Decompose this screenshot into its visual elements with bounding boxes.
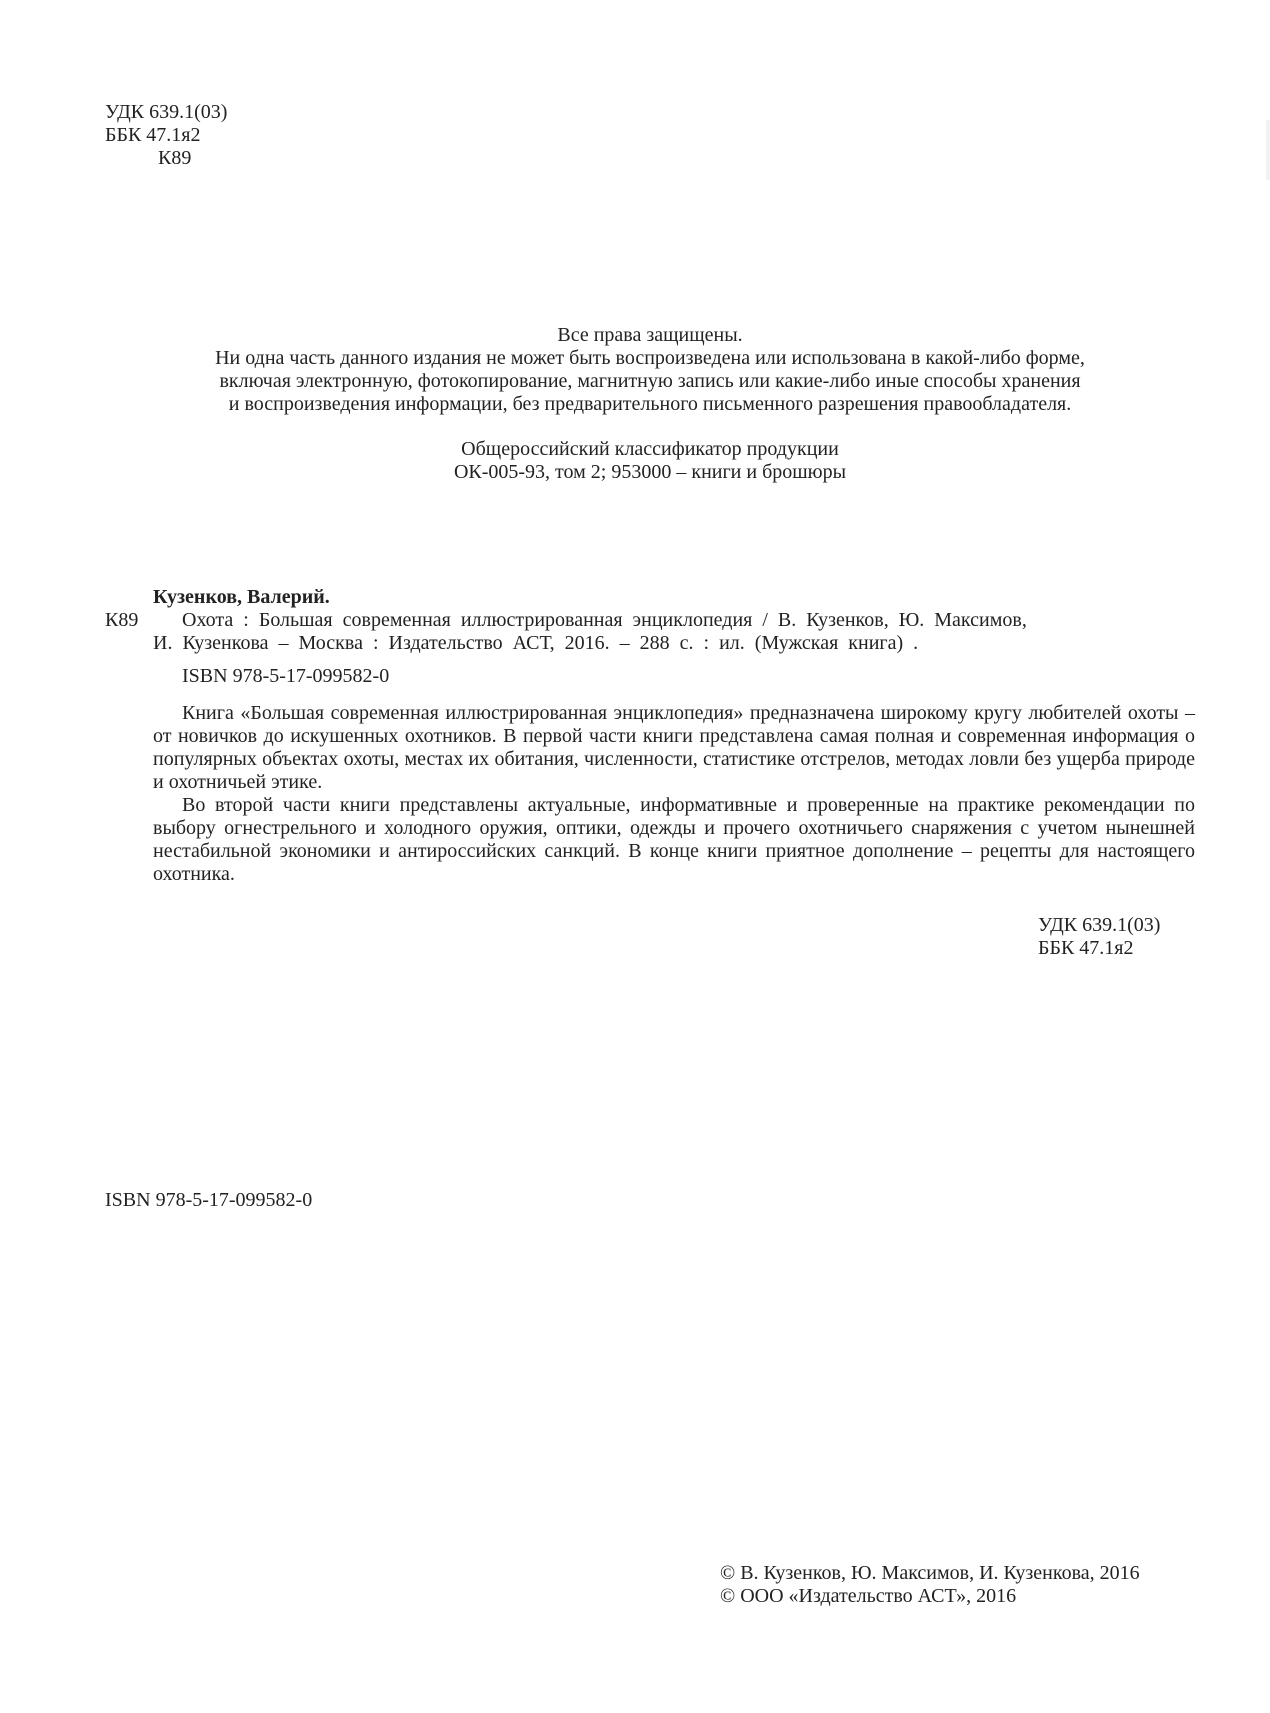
card-entry-line: И. Кузенкова – Москва : Издательство АСТ, 2016. – 288 с. : ил. (Мужская книга) . <box>153 632 919 654</box>
author-mark: К89 <box>158 147 192 169</box>
classifier-line: Общероссийский классификатор продукции <box>461 438 839 460</box>
rights-line: Все права защищены. <box>557 324 743 346</box>
card-code: К89 <box>105 609 139 631</box>
rights-notice <box>0 324 1270 416</box>
bbk-code: ББК 47.1я2 <box>1038 937 1134 959</box>
card-entry <box>105 609 1195 655</box>
rights-line: и воспроизведения информации, без предварительного письменного разрешения правообладателя. <box>228 393 1072 415</box>
udk-code: УДК 639.1(03) <box>105 101 228 123</box>
top-classification-codes <box>105 101 227 170</box>
isbn: ISBN 978-5-17-099582-0 <box>105 1189 313 1211</box>
bbk-code: ББК 47.1я2 <box>105 124 201 146</box>
catalog-card <box>105 586 1195 886</box>
copyright-notice <box>720 1562 1140 1608</box>
card-annotation <box>105 702 1195 886</box>
scrollbar[interactable] <box>1266 120 1270 180</box>
annotation-paragraph: Книга «Большая современная иллюстрированная энциклопедия» предназначена широкому кругу любителей охоты – от новичков до искушенных охотников. В первой части книги представлена самая полная и современная информация о популярных объектах охоты, местах их обитания, численности, статистике отстрелов, методах ловли без ущерба природе и охотничьей этике. <box>153 702 1195 793</box>
bottom-classification-codes <box>1038 914 1160 960</box>
card-isbn: ISBN 978-5-17-099582-0 <box>182 665 390 687</box>
product-classifier <box>0 438 1270 484</box>
copyright-line: © В. Кузенков, Ю. Максимов, И. Кузенкова, 2016 <box>720 1562 1140 1584</box>
card-author: Кузенков, Валерий. <box>153 586 330 608</box>
card-entry-line: Охота : Большая современная иллюстрированная энциклопедия / В. Кузенков, Ю. Максимов, <box>182 609 1027 631</box>
udk-code: УДК 639.1(03) <box>1038 914 1161 936</box>
rights-line: Ни одна часть данного издания не может быть воспроизведена или использована в какой-либо форме, <box>215 347 1085 369</box>
copyright-line: © ООО «Издательство АСТ», 2016 <box>720 1585 1017 1607</box>
annotation-paragraph: Во второй части книги представлены актуальные, информативные и проверенные на практике рекомендации по выбору огнестрельного и холодного оружия, оптики, одежды и прочего охотничьего снаряжения с учетом нынешней нестабильной экономики и антироссийских санкций. В конце книги приятное дополнение – рецепты для настоящего охотника. <box>153 794 1195 885</box>
rights-line: включая электронную, фотокопирование, магнитную запись или какие-либо иные способы хранения <box>219 370 1081 392</box>
classifier-line: ОК-005-93, том 2; 953000 – книги и брошюры <box>453 461 847 483</box>
